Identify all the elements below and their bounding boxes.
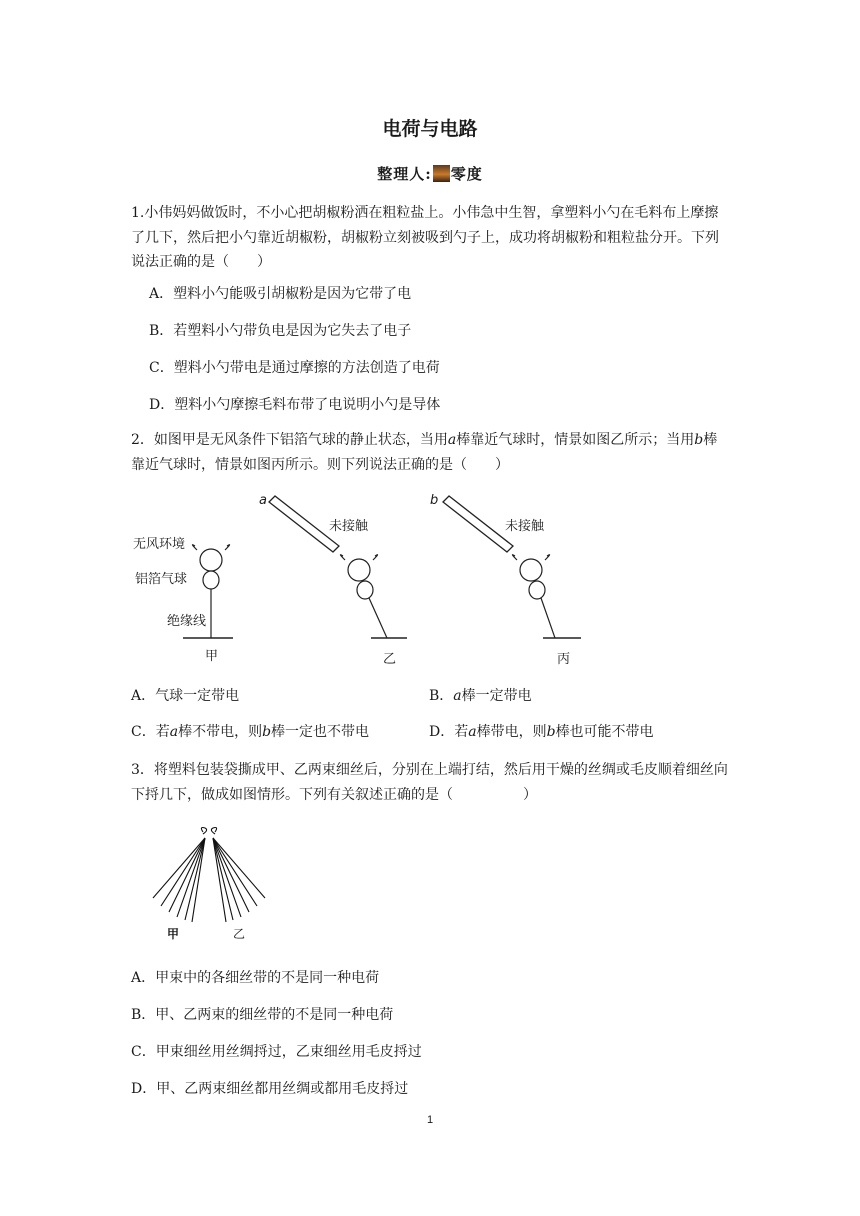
- question-2-figure: [125, 488, 625, 668]
- strands-jia: [153, 828, 207, 923]
- label-rod-b: b: [430, 493, 439, 508]
- author-line: [0, 163, 860, 184]
- caption-jia: 甲: [167, 927, 180, 941]
- q2-opt-d-part: 棒也可能不带电: [555, 724, 654, 740]
- question-2-stem: [131, 428, 731, 477]
- q2-opt-var: a: [169, 724, 179, 740]
- label-windless: 无风环境: [133, 537, 186, 552]
- author-label: 整理人:: [377, 165, 432, 183]
- q2-opt-d-part: D．若: [429, 724, 469, 740]
- question-1-option-a: A．塑料小勺能吸引胡椒粉是因为它带了电: [149, 286, 412, 302]
- sunset-icon: [433, 165, 450, 182]
- label-no-contact-b: 未接触: [505, 519, 545, 534]
- question-2-option-c: [131, 722, 369, 742]
- author-name: 零度: [450, 165, 483, 183]
- label-thread: 绝缘线: [167, 614, 207, 629]
- question-1-option-b: B．若塑料小勺带负电是因为它失去了电子: [149, 323, 412, 339]
- question-3-option-c: C．甲束细丝用丝绸捋过，乙束细丝用毛皮捋过: [131, 1044, 422, 1060]
- q2-opt-var: a: [453, 688, 462, 704]
- rod-b: [443, 496, 513, 552]
- question-3-option-d: D．甲、乙两束细丝都用丝绸或都用毛皮捋过: [131, 1081, 409, 1097]
- caption-jia: 甲: [205, 649, 219, 664]
- question-3-option-a: A．甲束中的各细丝带的不是同一种电荷: [131, 970, 380, 986]
- q2-opt-var: b: [546, 724, 556, 740]
- q2-stem-part: 棒靠近气球时，情景如图丙所示。则下列说法正确的是（ ）: [131, 432, 718, 473]
- question-2-option-b: [429, 686, 532, 706]
- balloon-figure-yi: [340, 555, 407, 638]
- page-number: 1: [426, 1114, 434, 1126]
- caption-bing: 丙: [557, 652, 571, 667]
- q2-opt-c-part: 棒一定也不带电: [271, 724, 370, 740]
- question-3-stem: 3．将塑料包装袋撕成甲、乙两束细丝后，分别在上端打结，然后用干燥的丝绸或毛皮顺着细丝向下捋几下，做成如图情形。下列有关叙述正确的是（ ）: [131, 762, 728, 803]
- q2-opt-c-part: 棒不带电，则: [178, 724, 263, 740]
- caption-yi: 乙: [233, 927, 246, 941]
- q2-opt-var: b: [262, 724, 272, 740]
- label-balloon: 铝箔气球: [135, 572, 188, 587]
- question-1-stem: 1.小伟妈妈做饭时，不小心把胡椒粉洒在粗粒盐上。小伟急中生智，拿塑料小勺在毛料布上摩擦了几下，然后把小勺靠近胡椒粉，胡椒粉立刻被吸到勺子上，成功将胡椒粉和粗粒盐分开。下列说法正确的是（ ）: [131, 205, 719, 270]
- q2-opt-c-part: C．若: [131, 724, 170, 740]
- q2-stem-part: 2．如图甲是无风条件下铝箔气球的静止状态，当用: [131, 432, 448, 448]
- strands-yi: [211, 828, 265, 923]
- q2-opt-d-part: 棒带电，则: [476, 724, 547, 740]
- q2-var-a: a: [447, 432, 457, 448]
- q2-stem-part: 棒靠近气球时，情景如图乙所示；当用: [456, 432, 695, 448]
- q2-opt-var: a: [468, 724, 477, 740]
- label-no-contact-a: 未接触: [329, 519, 369, 534]
- question-2-option-a: A．气球一定带电: [131, 688, 240, 704]
- question-3-figure: [145, 820, 275, 945]
- label-rod-a: a: [259, 493, 267, 508]
- question-2-option-d: [429, 722, 654, 742]
- question-3-option-b: B．甲、乙两束的细丝带的不是同一种电荷: [131, 1007, 394, 1023]
- question-1-option-c: C．塑料小勺带电是通过摩擦的方法创造了电荷: [149, 360, 440, 376]
- q2-opt-b-part: 棒一定带电: [461, 688, 532, 704]
- balloon-figure-bing: [512, 555, 581, 638]
- page-title: 电荷与电路: [382, 118, 478, 140]
- question-1-option-d: D．塑料小勺摩擦毛料布带了电说明小勺是导体: [149, 397, 441, 413]
- q2-var-b: b: [694, 432, 704, 448]
- q2-opt-b-part: B．: [429, 688, 454, 704]
- caption-yi: 乙: [383, 652, 397, 667]
